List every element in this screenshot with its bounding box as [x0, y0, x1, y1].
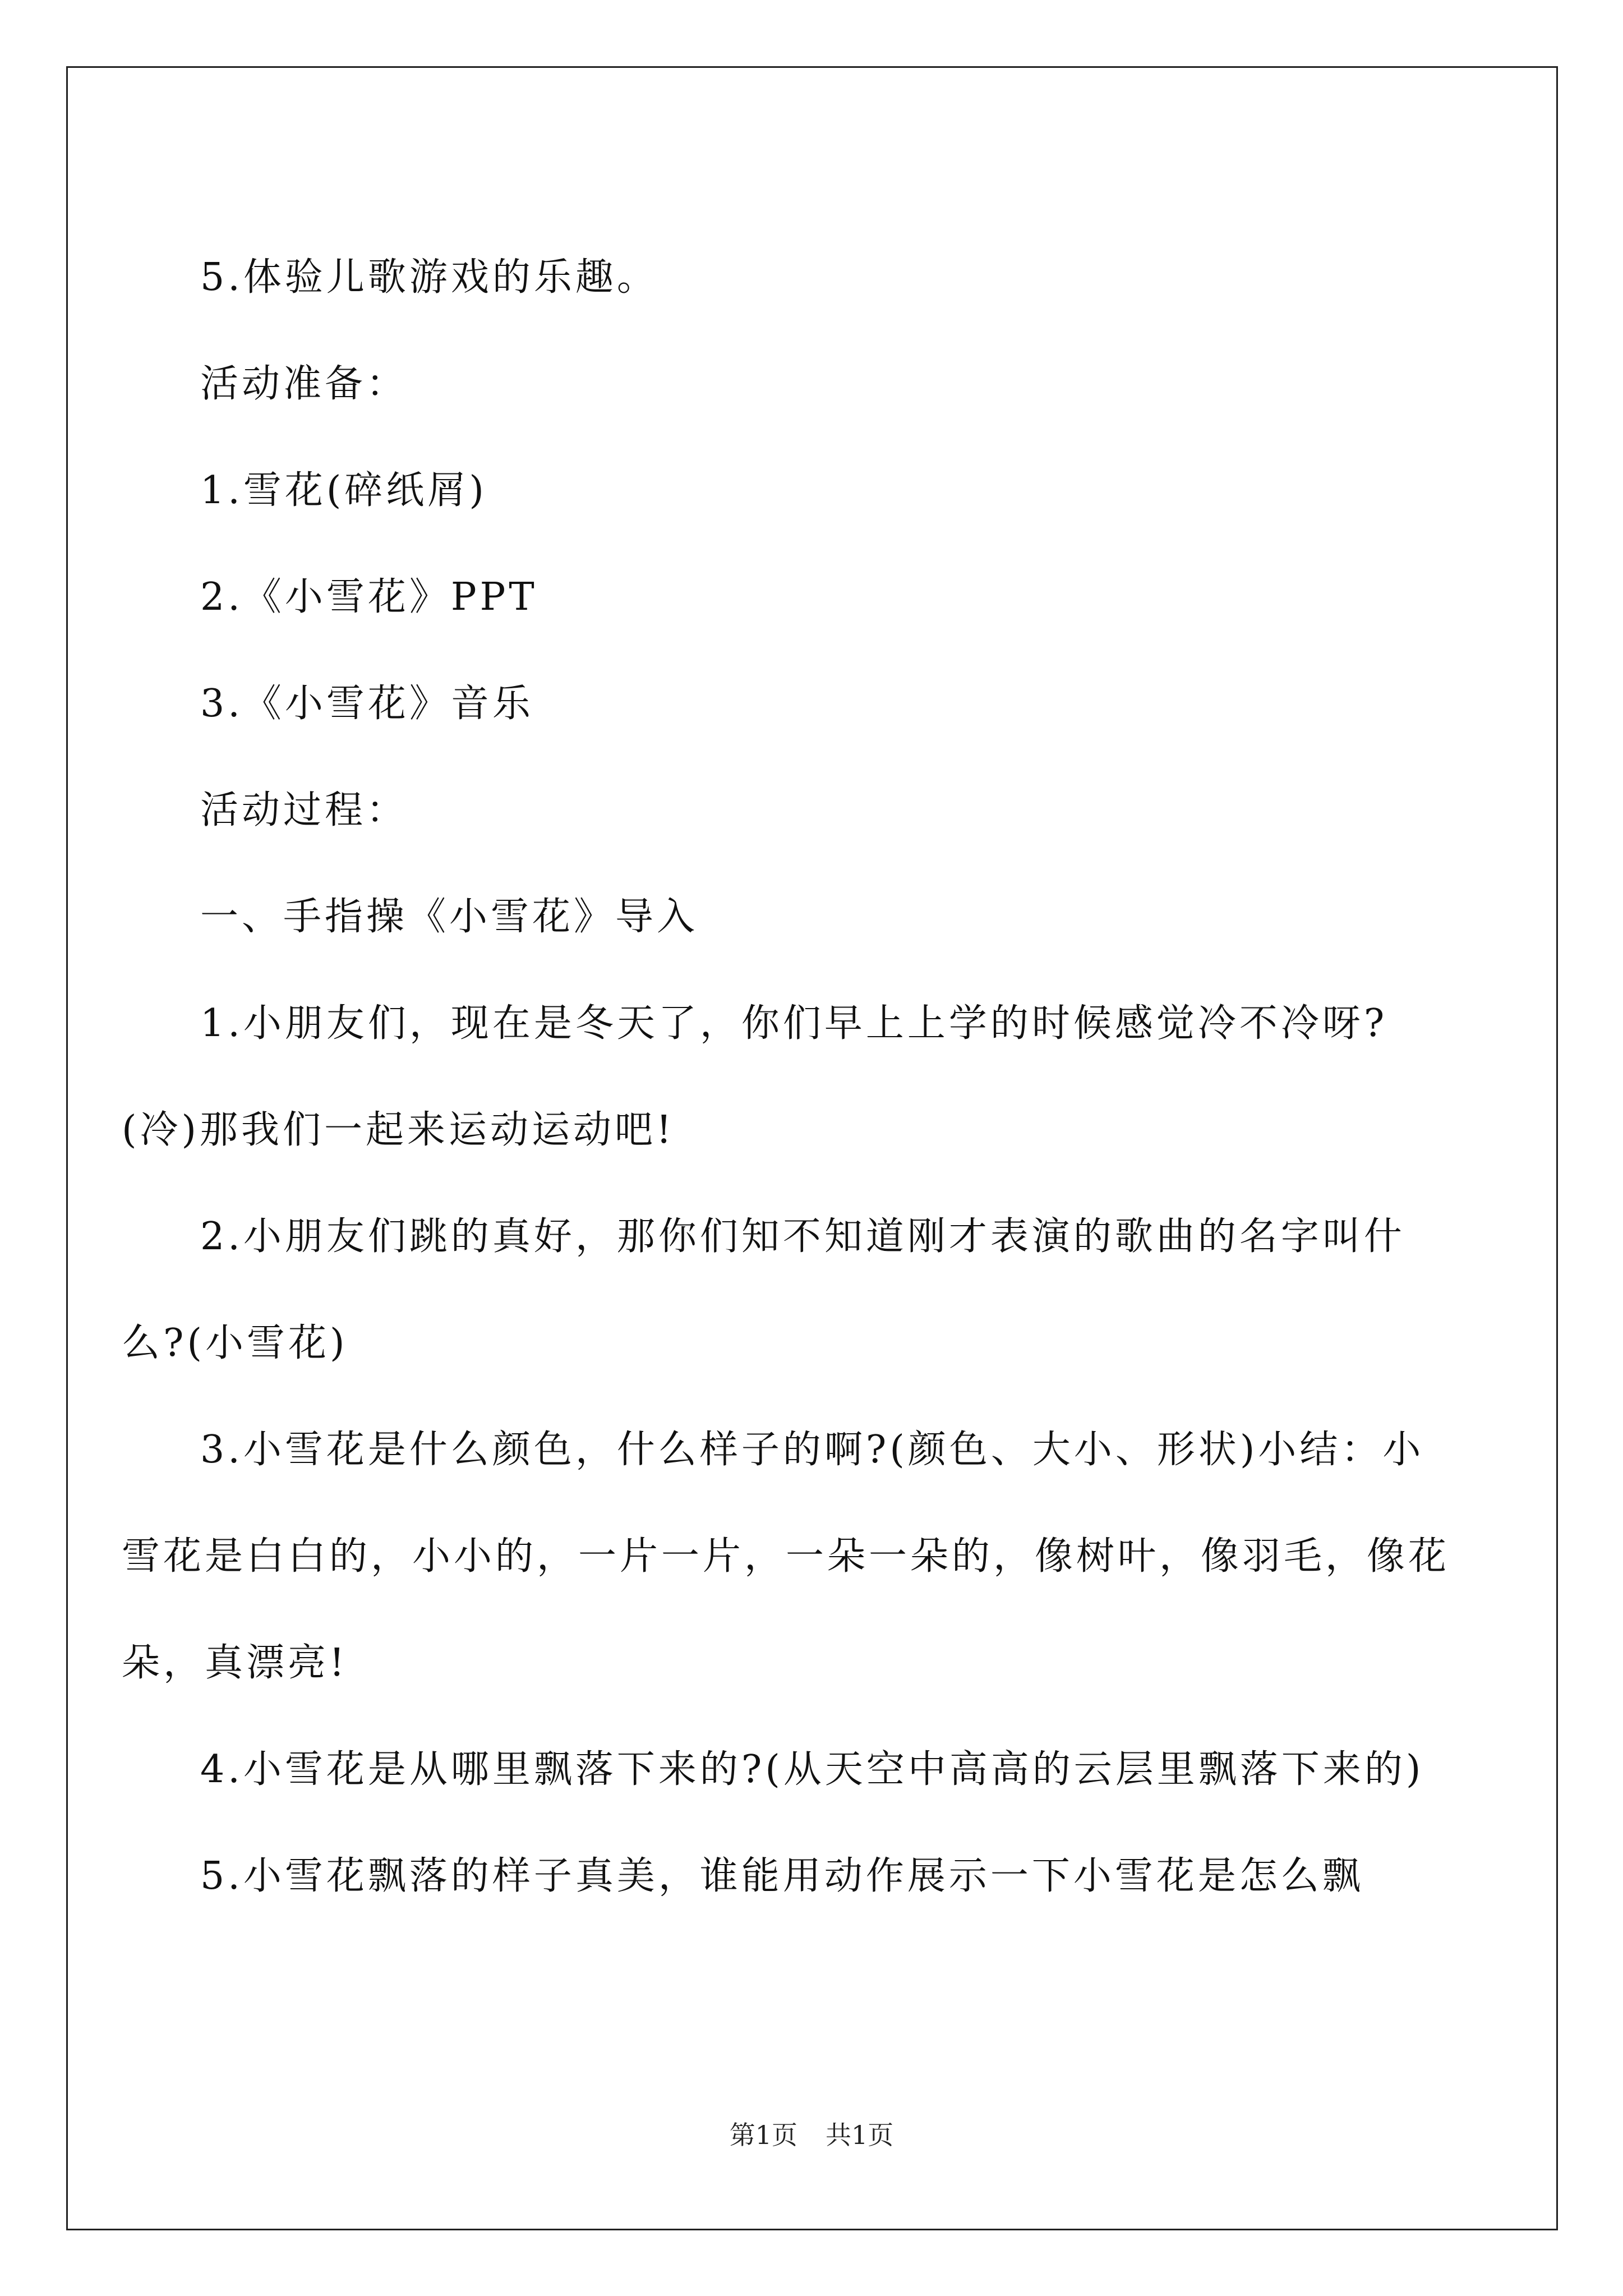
page-number-current: 第1页: [729, 2120, 797, 2150]
paragraph: 5.小雪花飘落的样子真美，谁能用动作展示一下小雪花是怎么飘: [200, 1854, 1364, 1898]
paragraph: 一、手指操《小雪花》导入: [200, 895, 699, 939]
paragraph: 2.小朋友们跳的真好，那你们知不知道刚才表演的歌曲的名字叫什么?(小雪花): [122, 1214, 1405, 1365]
paragraph: 3.《小雪花》音乐: [200, 682, 534, 726]
paragraph: 5.体验儿歌游戏的乐趣。: [200, 255, 658, 300]
paragraph: 1.小朋友们，现在是冬天了，你们早上上学的时候感觉冷不冷呀?(冷)那我们一起来运动运动吧!: [122, 1001, 1388, 1152]
paragraph: 2.《小雪花》PPT: [200, 575, 538, 619]
paragraph: 活动准备：: [200, 362, 408, 406]
paragraph: 1.雪花(碎纸屑): [200, 468, 487, 513]
document-body: [122, 224, 1450, 1930]
paragraph: 活动过程：: [200, 788, 408, 832]
paragraph: 4.小雪花是从哪里飘落下来的?(从天空中高高的云层里飘落下来的): [200, 1747, 1424, 1792]
page-number-total: 共1页: [826, 2120, 894, 2150]
page-footer: [0, 2115, 1623, 2152]
paragraph: 3.小雪花是什么颜色，什么样子的啊?(颜色、大小、形状)小结：小雪花是白白的，小小的，一片一片，一朵一朵的，像树叶，像羽毛，像花朵，真漂亮!: [122, 1428, 1450, 1685]
